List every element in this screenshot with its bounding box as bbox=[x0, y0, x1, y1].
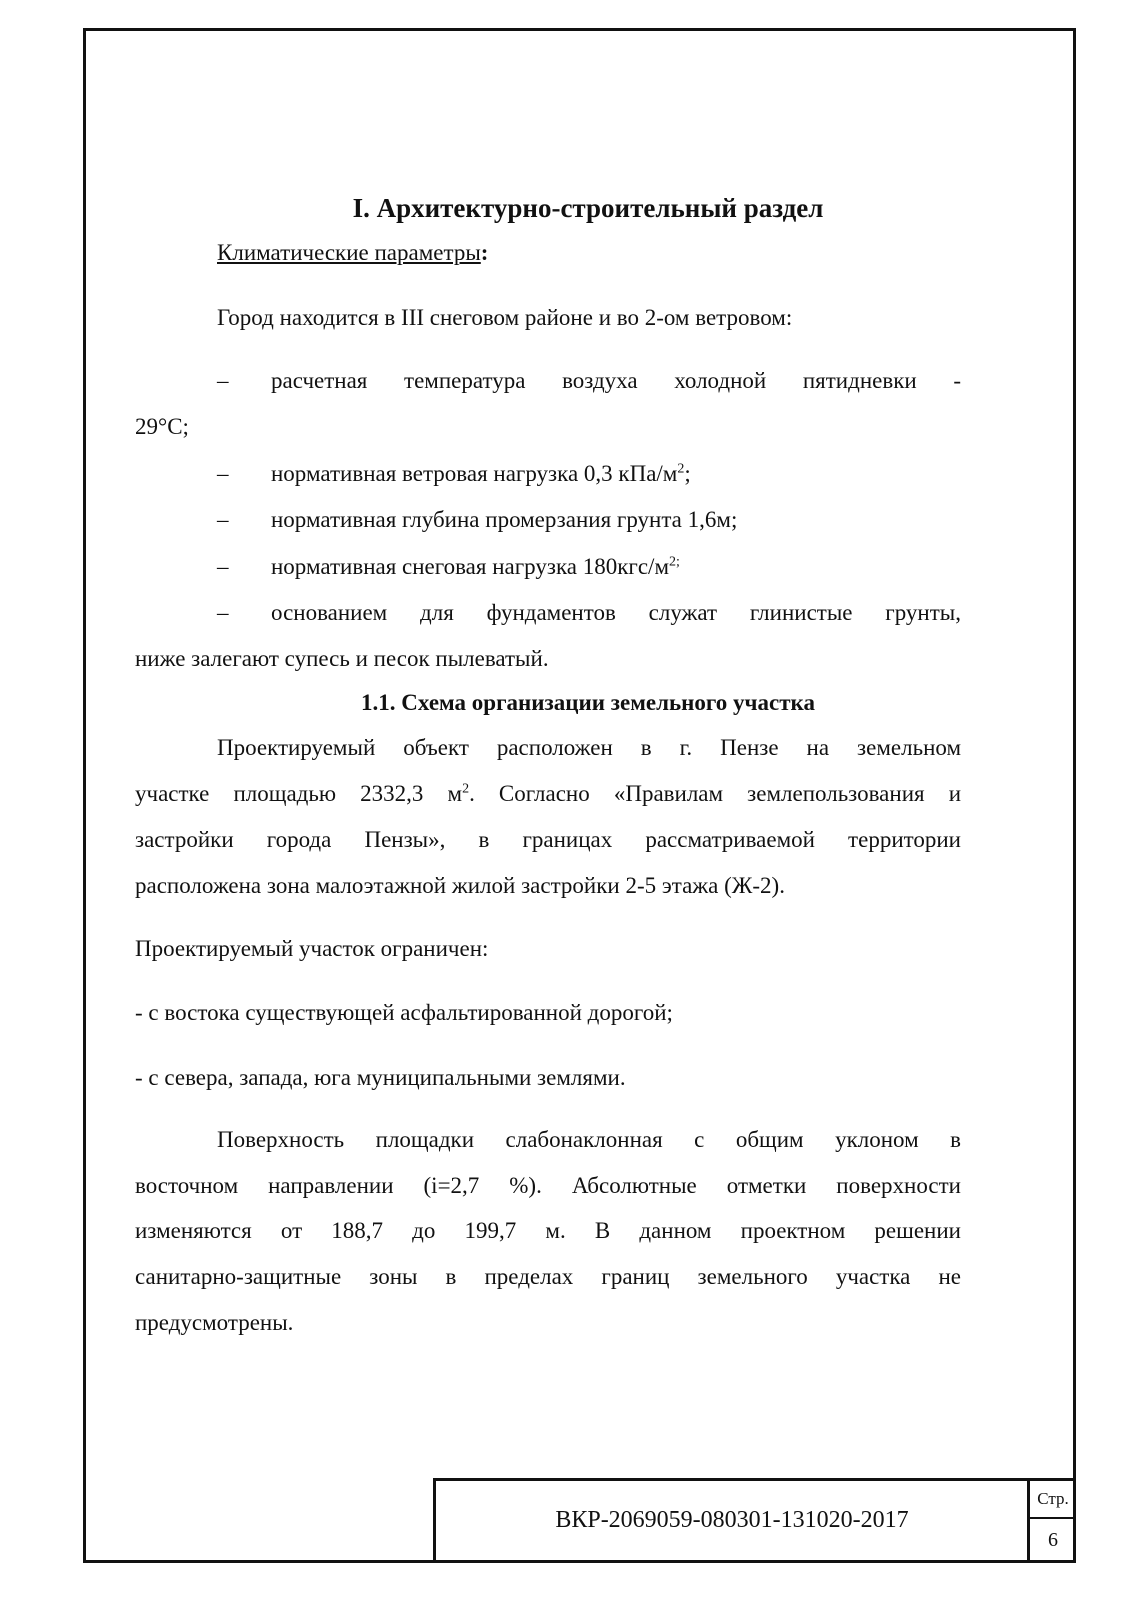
list-item-continuation: ниже залегают супесь и песок пылеватый. bbox=[135, 646, 549, 671]
superscript: 2; bbox=[669, 554, 680, 570]
paragraph-line: Проектируемый объект расположен в г. Пензе на земельном bbox=[217, 735, 961, 760]
list-item-continuation: 29°С; bbox=[135, 414, 189, 439]
climate-heading-colon: : bbox=[480, 240, 489, 265]
paragraph-line: санитарно-защитные зоны в пределах границ земельного участка не bbox=[135, 1264, 961, 1289]
bound-east: - с востока существующей асфальтированной дорогой; bbox=[135, 1000, 673, 1025]
list-item-text: расчетная температура воздуха холодной пятидневки - bbox=[271, 368, 961, 393]
bounded-intro: Проектируемый участок ограничен: bbox=[135, 936, 489, 961]
list-item bbox=[135, 507, 961, 533]
list-dash: – bbox=[217, 368, 229, 393]
page-label: Стр. bbox=[1030, 1481, 1076, 1519]
list-item bbox=[135, 368, 961, 394]
paragraph-text: . Согласно «Правилам землепользования и bbox=[469, 781, 962, 806]
title-block bbox=[433, 1478, 1031, 1560]
list-item bbox=[135, 554, 961, 580]
paragraph-line: Поверхность площадки слабонаклонная с общим уклоном в bbox=[217, 1127, 961, 1152]
climate-heading: Климатические параметры bbox=[217, 240, 481, 265]
list-dash: – bbox=[217, 461, 229, 486]
superscript: 2 bbox=[462, 781, 470, 797]
page-number: 6 bbox=[1048, 1528, 1058, 1551]
paragraph-line bbox=[135, 781, 961, 807]
subsection-title: 1.1. Схема организации земельного участка bbox=[361, 690, 815, 715]
superscript: 2 bbox=[677, 461, 685, 477]
page-number-box bbox=[1027, 1478, 1076, 1563]
list-item bbox=[135, 461, 961, 487]
list-dash: – bbox=[217, 600, 229, 625]
paragraph-text: участке площадью 2332,3 м bbox=[135, 781, 463, 806]
list-item-text: нормативная снеговая нагрузка 180кгс/м bbox=[271, 554, 669, 579]
list-item-text: нормативная ветровая нагрузка 0,3 кПа/м bbox=[271, 461, 678, 486]
list-dash: – bbox=[217, 507, 229, 532]
list-item-tail: ; bbox=[684, 461, 691, 486]
paragraph-line: расположена зона малоэтажной жилой застройки 2-5 этажа (Ж-2). bbox=[135, 873, 785, 898]
list-item-text: основанием для фундаментов служат глинистые грунты, bbox=[271, 600, 961, 625]
paragraph-line: восточном направлении (i=2,7 %). Абсолютные отметки поверхности bbox=[135, 1173, 961, 1198]
list-dash: – bbox=[217, 554, 229, 579]
paragraph-line: изменяются от 188,7 до 199,7 м. В данном проектном решении bbox=[135, 1218, 961, 1243]
bound-other: - с севера, запада, юга муниципальными землями. bbox=[135, 1065, 626, 1090]
climate-heading-line bbox=[135, 240, 961, 266]
document-code: ВКР-2069059-080301-131020-2017 bbox=[555, 1507, 909, 1533]
climate-intro: Город находится в III снеговом районе и во 2-ом ветровом: bbox=[217, 305, 793, 330]
list-item bbox=[135, 600, 961, 626]
section-title: I. Архитектурно-строительный раздел bbox=[352, 193, 824, 223]
list-item-text: нормативная глубина промерзания грунта 1,6м; bbox=[271, 507, 738, 532]
paragraph-line: предусмотрены. bbox=[135, 1310, 294, 1335]
paragraph-line: застройки города Пензы», в границах рассматриваемой территории bbox=[135, 827, 961, 852]
